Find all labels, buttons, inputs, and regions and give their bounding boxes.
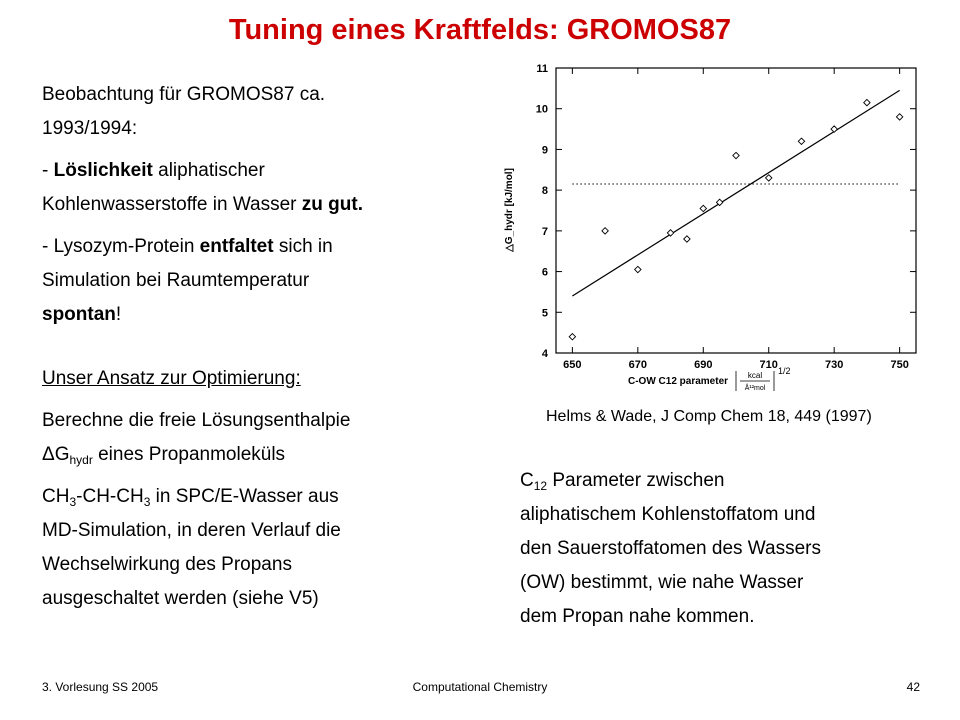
right-line-2: aliphatischem Kohlenstoffatom und [520,504,816,525]
x-axis-label: C-OW C12 parameter [628,376,729,387]
y-tick-label: 10 [535,103,548,116]
approach-paragraph [42,404,482,472]
x-axis-unit-exponent: 1/2 [778,366,791,376]
bullet-2-bold-2: spontan [42,304,116,325]
bullet-solubility [42,154,482,222]
right-line-4: (OW) bestimmt, wie nahe Wasser [520,572,804,593]
x-tick-label: 690 [694,359,713,371]
y-tick-label: 9 [541,144,548,157]
bullet-1-bold-2: zu gut. [301,194,363,215]
bullet-1-text-c: Kohlenwasserstoffe in Wasser [42,194,302,215]
ch-text-1: CH [42,486,70,507]
footer-page-number: 42 [906,680,920,694]
footer-lecture: 3. Vorlesung SS 2005 [42,680,159,694]
data-points [569,99,903,340]
approach-line-5: Wechselwirkung des Propans [42,554,292,575]
sub-3-a: 3 [69,495,77,509]
footer-course: Computational Chemistry [412,680,548,694]
right-line-5: dem Propan nahe kommen. [520,606,755,627]
x-tick-label: 670 [628,359,647,371]
ch-ch-text: -CH-CH [76,486,144,507]
y-tick-label: 8 [541,185,548,198]
data-point [831,126,837,132]
approach-line-2: eines Propanmoleküls [92,444,286,465]
data-point [569,334,575,340]
figure-caption: Helms & Wade, J Comp Chem 18, 449 (1997) [546,408,872,425]
bullet-dash: - [42,160,54,181]
data-point [635,266,641,272]
approach-line-3: in SPC/E-Wasser aus [150,486,339,507]
delta-symbol: Δ [42,444,55,465]
approach-line-4: MD-Simulation, in deren Verlauf die [42,520,341,541]
bullet-2-text-a: - Lysozym-Protein [42,236,200,257]
x-tick-label: 650 [563,359,582,371]
x-axis-unit-numerator: kcal [747,371,763,380]
x-tick-label: 710 [759,359,778,371]
data-point [798,138,804,144]
bullet-2-end: ! [115,304,122,325]
plot-frame [556,68,916,353]
bullet-2-text-b: sich in [273,236,333,257]
x-tick-label: 730 [825,359,844,371]
left-text-column [42,78,482,624]
approach-line-6: ausgeschaltet werden (siehe V5) [42,588,319,609]
intro-paragraph [42,78,482,146]
data-point [684,236,690,242]
x-tick-label: 750 [890,359,909,371]
right-text-column [520,464,940,634]
bullet-lysozyme [42,230,482,332]
y-axis-ticks [536,63,916,360]
fit-line [572,90,899,296]
y-tick-label: 11 [536,63,548,75]
data-point [864,99,870,105]
y-tick-label: 4 [541,348,548,360]
approach-heading [42,362,482,396]
data-point [602,228,608,234]
data-point [896,114,902,120]
approach-paragraph-2 [42,480,482,616]
data-point [733,152,739,158]
approach-line-1: Berechne die freie Lösungsenthalpie [42,410,351,431]
hydration-free-energy-chart [490,58,930,408]
y-axis-label: △G_hydr [kJ/mol] [504,168,515,252]
right-line-1: Parameter zwischen [547,470,725,491]
approach-heading-text: Unser Ansatz zur Optimierung: [42,368,301,389]
x-axis-ticks [563,68,909,371]
intro-line-1: Beobachtung für GROMOS87 ca. [42,84,326,105]
y-tick-label: 7 [541,225,548,238]
sub-3-b: 3 [143,495,151,509]
slide-title: Tuning eines Kraftfelds: GROMOS87 [228,14,732,46]
right-line-3: den Sauerstoffatomen des Wassers [520,538,821,559]
bullet-2-text-c: Simulation bei Raumtemperatur [42,270,310,291]
data-point [766,175,772,181]
g-subscript: hydr [69,453,93,467]
c-subscript: 12 [533,479,548,493]
bullet-1-text-b: aliphatischer [152,160,265,181]
y-tick-label: 6 [541,266,548,279]
intro-line-2: 1993/1994: [42,118,138,139]
bullet-1-bold-1: Löslichkeit [53,160,153,181]
g-symbol: G [54,444,70,465]
y-tick-label: 5 [541,307,548,320]
c-symbol: C [520,470,534,491]
bullet-2-bold-1: entfaltet [199,236,274,257]
data-point [700,205,706,211]
x-axis-unit-denominator: Å¹²mol [744,385,766,392]
